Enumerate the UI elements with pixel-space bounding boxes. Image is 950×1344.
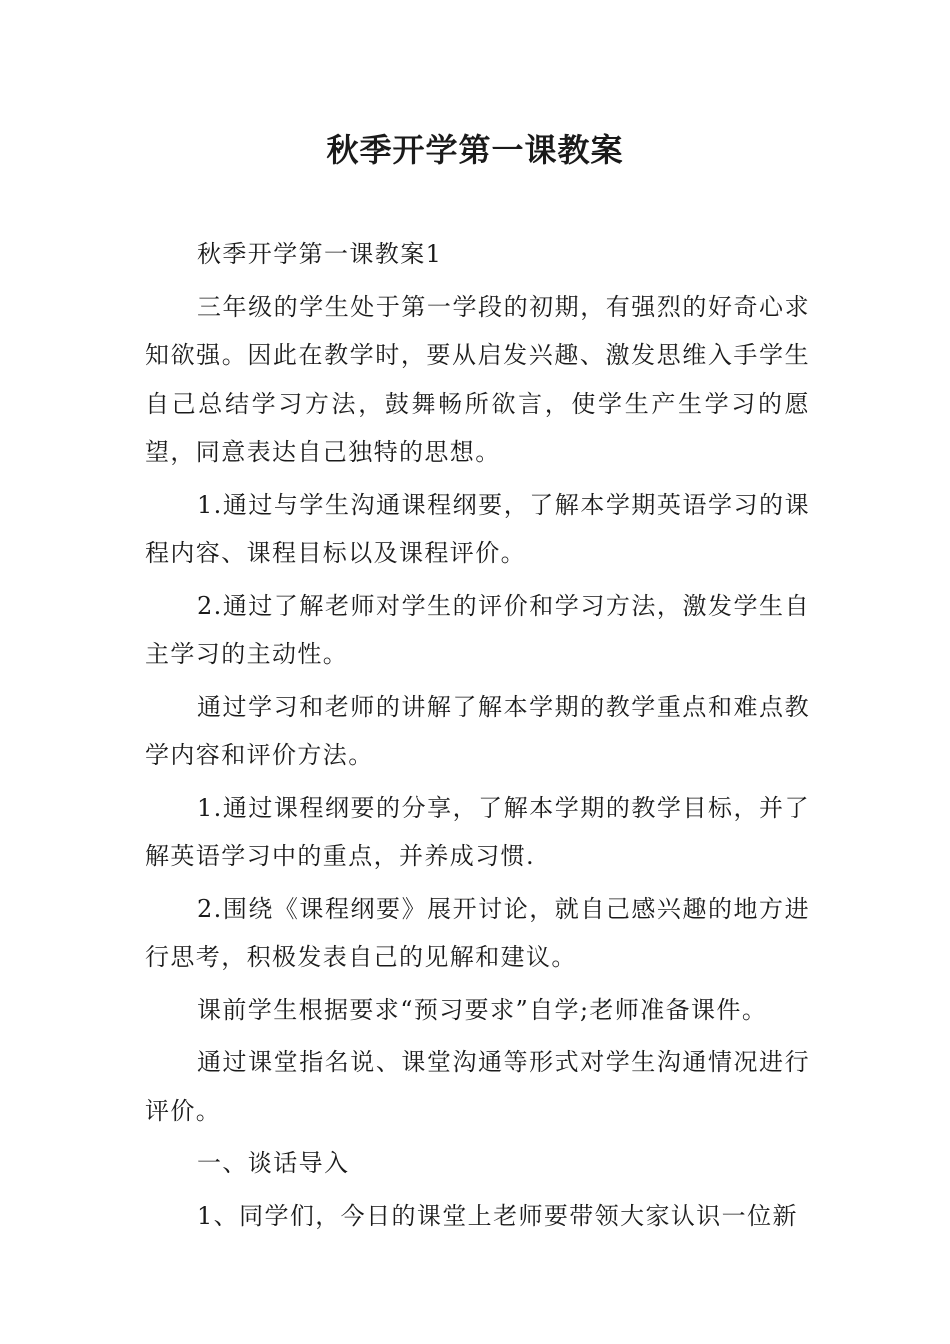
body-paragraph: 通过课堂指名说、课堂沟通等形式对学生沟通情况进行评价。: [145, 1048, 810, 1125]
body-paragraph: 课前学生根据要求“预习要求”自学;老师准备课件。: [197, 995, 768, 1024]
body-paragraph: 通过学习和老师的讲解了解本学期的教学重点和难点教学内容和评价方法。: [145, 692, 810, 769]
body-paragraph: 1.通过与学生沟通课程纲要，了解本学期英语学习的课程内容、课程目标以及课程评价。: [145, 490, 810, 567]
document-title: 秋季开学第一课教案: [326, 131, 624, 169]
section-heading: 一、谈话导入: [197, 1149, 350, 1177]
body-paragraph: 三年级的学生处于第一学段的初期，有强烈的好奇心求知欲强。因此在教学时，要从启发兴趣、激发思维入手学生自己总结学习方法，鼓舞畅所欲言，使学生产生学习的愿望，同意表达自己独特的思想。: [145, 292, 810, 466]
document-body: [145, 230, 810, 1244]
body-paragraph: 1.通过课程纲要的分享，了解本学期的教学目标，并了解英语学习中的重点，并养成习惯.: [145, 793, 810, 870]
subtitle-paragraph: 秋季开学第一课教案1: [197, 240, 443, 268]
body-paragraph: 2.围绕《课程纲要》展开讨论，就自己感兴趣的地方进行思考，积极发表自己的见解和建议。: [145, 894, 810, 971]
body-paragraph: 2.通过了解老师对学生的评价和学习方法，激发学生自主学习的主动性。: [145, 591, 810, 668]
body-paragraph: 1、同学们，今日的课堂上老师要带领大家认识一位新: [197, 1201, 798, 1230]
